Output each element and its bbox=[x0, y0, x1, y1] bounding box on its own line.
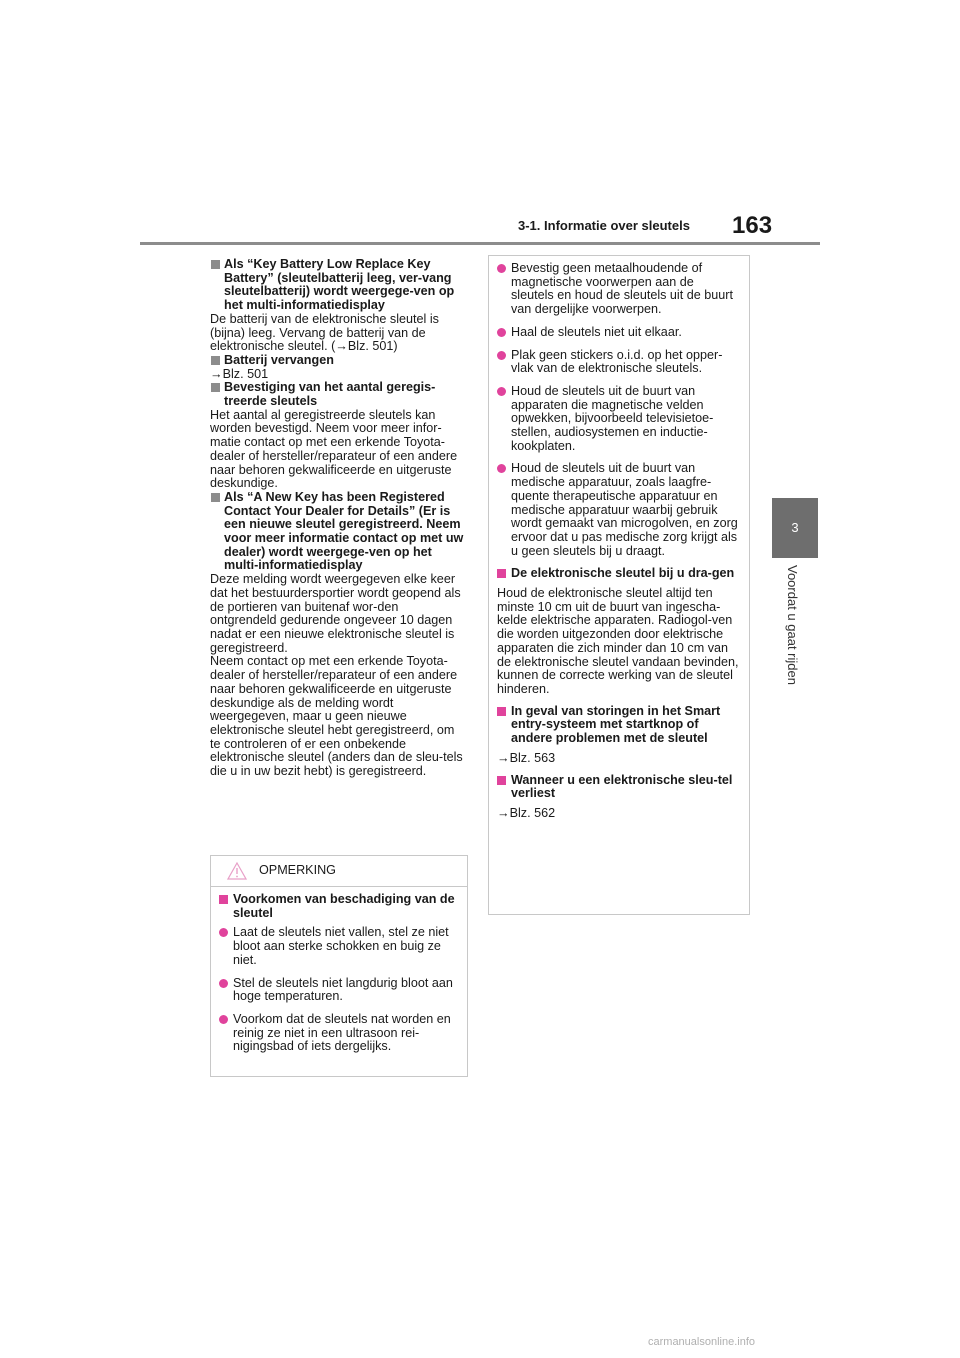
paragraph-battery-low: De batterij van de elektronische sleutel is (bijna) leeg. Vervang de batterij van de elektronische sleutel. (→Blz. 501) bbox=[210, 311, 439, 354]
heading-carrying-key: De elektronische sleutel bij u dra-gen bbox=[497, 567, 739, 581]
reference-battery-replace[interactable]: →Blz. 501 bbox=[210, 366, 269, 381]
reference-lost-key[interactable]: →Blz. 562 bbox=[497, 805, 556, 820]
header-rule bbox=[140, 242, 820, 245]
list-item: Plak geen stickers o.i.d. op het opper-vlak van de elektronische sleutels. bbox=[497, 349, 739, 376]
heading-battery-replace: Batterij vervangen bbox=[210, 354, 468, 368]
chapter-tab[interactable]: 3 bbox=[772, 498, 818, 558]
heading-key-battery-low: Als “Key Battery Low Replace Key Battery” (sleutelbatterij leeg, ver-vang sleutelbatterij) wordt weergege-ven op het multi-informatiedisplay bbox=[210, 258, 468, 313]
notice-box bbox=[210, 855, 468, 1077]
right-notice-box bbox=[488, 255, 750, 915]
paragraph-carrying-key: Houd de elektronische sleutel altijd ten minste 10 cm uit de buurt van ingescha-kelde elektrische apparaten. Radiogol-ven die worden uitgezonden door elektrische apparaten die zich minder dan 10 cm van de elektronische sleutel vandaan bevinden, kunnen de correcte werking van de sleutel hinderen. bbox=[497, 586, 739, 696]
heading-new-key-registered: Als “A New Key has been Registered Contact Your Dealer for Details” (Er is een nieuwe sleutel geregistreerd. Neem voor meer informatie contact op met uw dealer) wordt weergege-ven op het multi-informatiedisplay bbox=[210, 491, 468, 573]
heading-lost-key: Wanneer u een elektronische sleu-tel verliest bbox=[497, 774, 739, 801]
notice-header bbox=[211, 856, 467, 887]
heading-smart-entry-malfunction: In geval van storingen in het Smart entry-systeem met startknop of andere problemen met de sleutel bbox=[497, 705, 739, 746]
chapter-label: Voordat u gaat rijden bbox=[785, 565, 800, 685]
list-item: Laat de sleutels niet vallen, stel ze niet bloot aan sterke schokken en buig ze niet. bbox=[219, 926, 455, 967]
notice-body bbox=[211, 887, 467, 1054]
heading-key-count: Bevestiging van het aantal geregis-treerde sleutels bbox=[210, 381, 468, 408]
left-column bbox=[210, 258, 468, 779]
notice-title: OPMERKING bbox=[259, 863, 336, 877]
reference-smart-entry[interactable]: →Blz. 563 bbox=[497, 750, 556, 765]
paragraph-new-key-1: Deze melding wordt weergegeven elke keer dat het bestuurdersportier wordt geopend als de portieren van buitenaf wor-den ontgrendeld gedurende ongeveer 10 dagen nadat er een nieuwe elektronische sleutel is geregistreerd. bbox=[210, 572, 461, 655]
paragraph-new-key-2: Neem contact op met een erkende Toyota-dealer of hersteller/reparateur of een andere naar behoren gekwalificeerde en uitgeruste deskundige als de melding wordt weergegeven, maar u geen nieuwe elektronische sleutel hebt geregistreerd, om te controleren of er een onbekende elektronische sleutel (anders dan de sleu-tels die u in uw bezit hebt) is geregistreerd. bbox=[210, 654, 463, 779]
list-item: Haal de sleutels niet uit elkaar. bbox=[497, 326, 739, 340]
list-item: Houd de sleutels uit de buurt van medische apparatuur, zoals laagfre-quente therapeutische apparatuur en medische apparatuur waarbij gebruik wordt gemaakt van microgolven, en zorg ervoor dat u pas medische zorg krijgt als u geen sleutels bij u draagt. bbox=[497, 462, 739, 558]
paragraph-key-count: Het aantal al geregistreerde sleutels kan worden bevestigd. Neem voor meer infor-matie contact op met een erkende Toyota-dealer of hersteller/reparateur of een andere naar behoren gekwalificeerde en uitgeruste deskundige. bbox=[210, 407, 458, 491]
page-number: 163 bbox=[732, 212, 773, 239]
list-item: Houd de sleutels uit de buurt van apparaten die magnetische velden opwekken, bijvoorbeeld televisietoe-stellen, audiosystemen en inductie-kookplaten. bbox=[497, 385, 739, 454]
notice-heading: Voorkomen van beschadiging van de sleutel bbox=[219, 893, 455, 920]
warning-triangle-icon bbox=[227, 862, 247, 880]
watermark: carmanualsonline.info bbox=[648, 1336, 756, 1348]
list-item: Stel de sleutels niet langdurig bloot aan hoge temperaturen. bbox=[219, 977, 455, 1004]
list-item: Voorkom dat de sleutels nat worden en reinig ze niet in een ultrasoon rei-nigingsbad of iets dergelijks. bbox=[219, 1013, 455, 1054]
section-title: 3-1. Informatie over sleutels bbox=[518, 218, 690, 233]
list-item: Bevestig geen metaalhoudende of magnetische voorwerpen aan de sleutels en houd de sleutels uit de buurt van dergelijke voorwerpen. bbox=[497, 262, 739, 317]
